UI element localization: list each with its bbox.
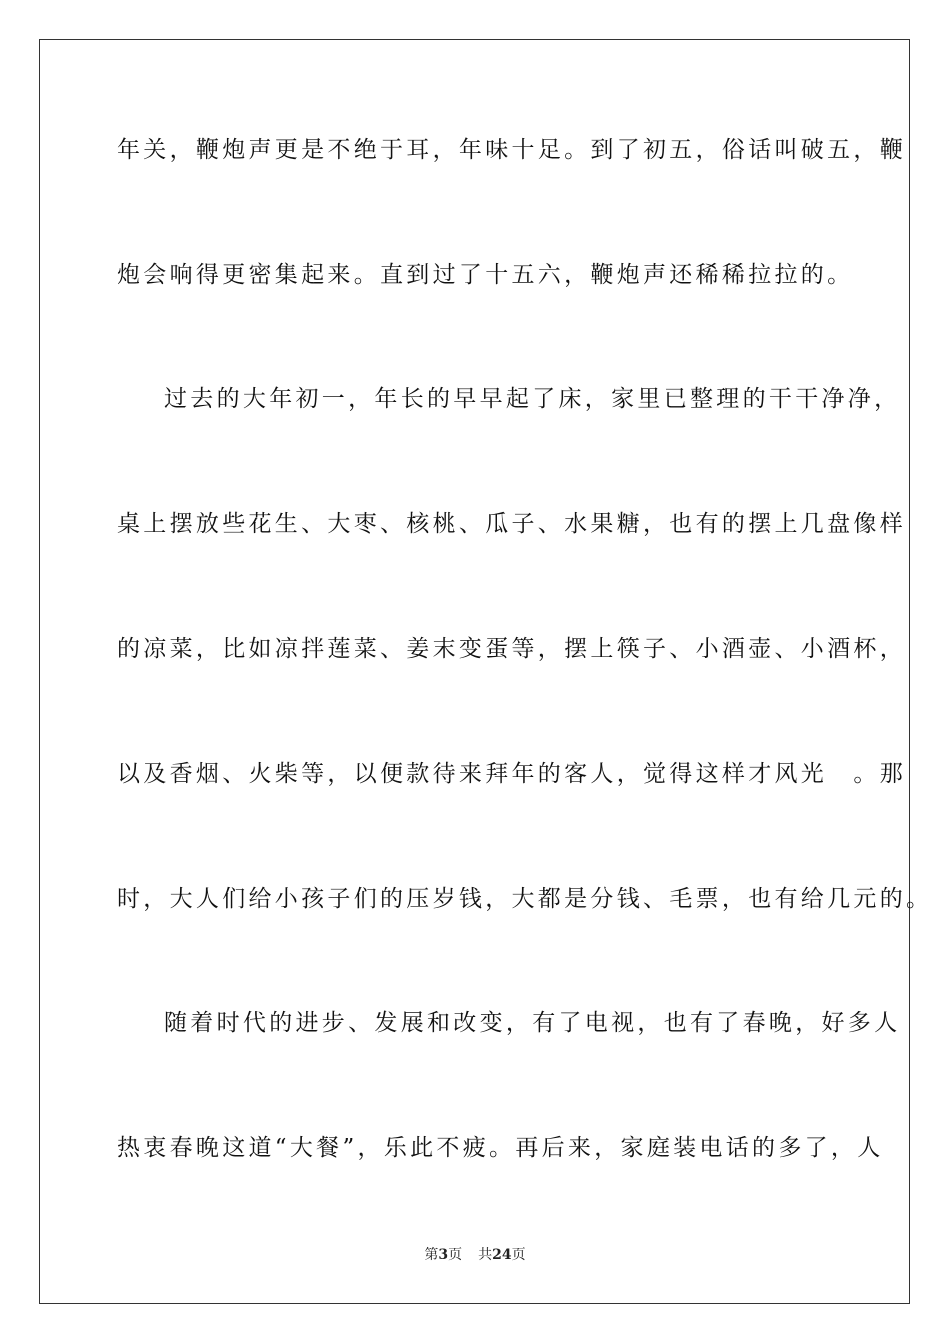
text-line: 炮会响得更密集起来。直到过了十五六，鞭炮声还稀稀拉拉的。 [117,262,854,288]
page-border [39,39,933,1304]
total-prefix: 共 [478,1247,493,1263]
text-line: 的凉菜，比如凉拌莲菜、姜末变蛋等，摆上筷子、小酒壶、小酒杯， [117,636,906,662]
text-line: 以及香烟、火柴等，以便款待来拜年的客人，觉得这样才风光 。那 [117,761,906,787]
page-prefix: 第 [424,1247,439,1263]
page-number: 3 [438,1247,449,1263]
paragraph-start-line: 过去的大年初一，年长的早早起了床，家里已整理的干干净净， [164,386,901,412]
text-line: 时，大人们给小孩子们的压岁钱，大都是分钱、毛票，也有给几元的。 [117,886,933,912]
page-footer [0,1246,950,1264]
total-suffix: 页 [511,1247,526,1263]
paragraph-start-line: 随着时代的进步、发展和改变，有了电视，也有了春晚，好多人 [164,1010,901,1036]
total-pages: 24 [492,1247,512,1263]
page-suffix: 页 [448,1247,463,1263]
text-line: 桌上摆放些花生、大枣、核桃、瓜子、水果糖，也有的摆上几盘像样 [117,511,906,537]
text-line: 热衷春晚这道“大餐”，乐此不疲。再后来，家庭装电话的多了，人 [117,1135,884,1161]
text-line: 年关，鞭炮声更是不绝于耳，年味十足。到了初五，俗话叫破五，鞭 [117,137,906,163]
